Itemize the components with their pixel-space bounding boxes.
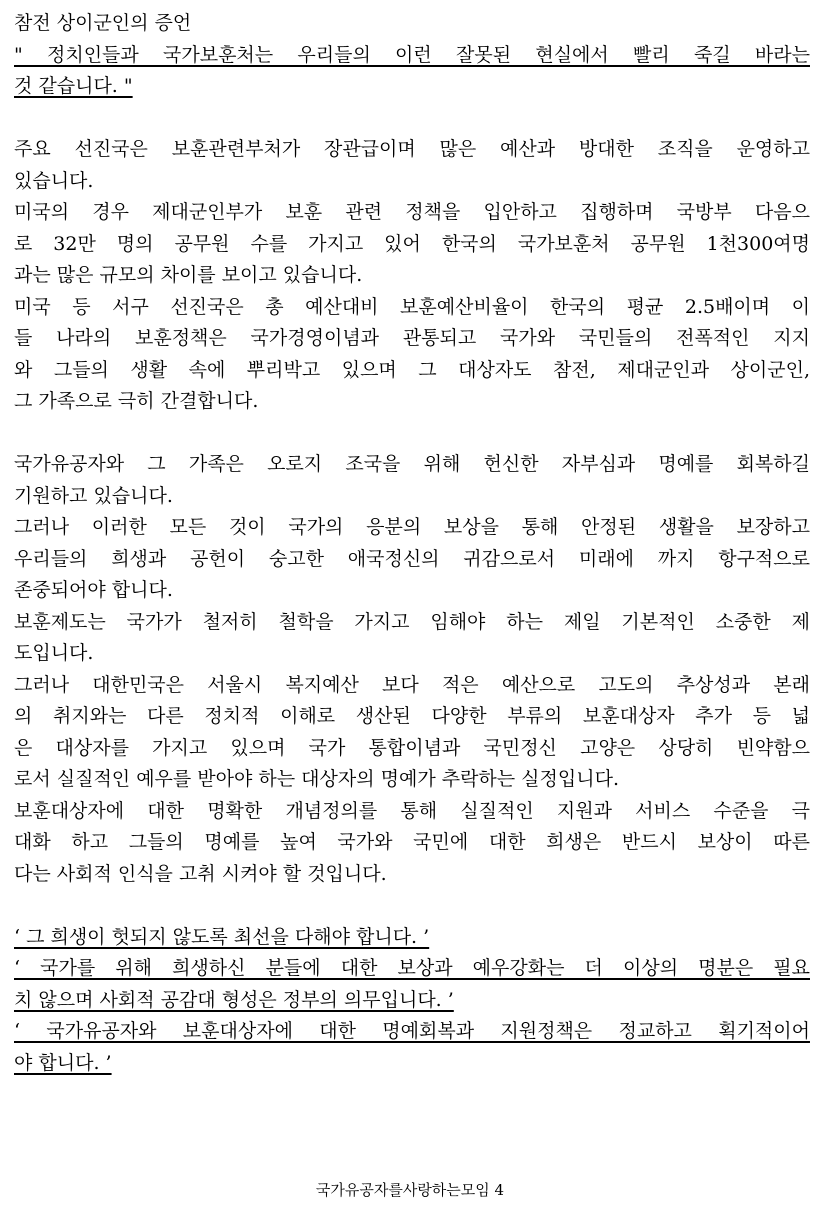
paragraph-line: 있습니다. <box>14 169 94 192</box>
paragraph-line: 대화 하고 그들의 명예를 높여 국가와 국민에 대한 희생은 반드시 보상이 따른 <box>14 831 810 853</box>
paragraph-line: 주요 선진국은 보훈관련부처가 장관급이며 많은 예산과 방대한 조직을 운영하고 <box>14 138 810 160</box>
paragraph-line: 존중되어야 합니다. <box>14 579 173 601</box>
paragraph-line: 그러나 이러한 모든 것이 국가의 응분의 보상을 통해 안정된 생활을 보장하고 <box>14 516 810 538</box>
spacer <box>14 890 810 922</box>
closing-quote-line: 치 않으며 사회적 공감대 형성은 정부의 의무입니다. ’ <box>14 988 454 1011</box>
closing-quotes <box>14 922 810 1080</box>
paragraph-line: 다는 사회적 인식을 고취 시켜야 할 것입니다. <box>14 862 387 885</box>
paragraph-line: 과는 많은 규모의 차이를 보이고 있습니다. <box>14 264 363 286</box>
opening-quote <box>14 40 810 103</box>
paragraph-line: 의 취지와는 다른 정치적 이해로 생산된 다양한 부류의 보훈대상자 추가 등 넓 <box>14 705 810 727</box>
quote-line: 것 같습니다. " <box>14 75 133 97</box>
paragraph-line: 와 그들의 생활 속에 뿌리박고 있으며 그 대상자도 참전, 제대군인과 상이군인, <box>14 358 810 381</box>
paragraph-line: 들 나라의 보훈정책은 국가경영이념과 관통되고 국가와 국민들의 전폭적인 지지 <box>14 327 810 349</box>
section-developed-countries <box>14 134 810 418</box>
paragraph-line: 그 가족으로 극히 간결합니다. <box>14 390 259 412</box>
quote-line: " 정치인들과 국가보훈처는 우리들의 이런 잘못된 현실에서 빨리 죽길 바라는 <box>14 43 810 66</box>
spacer <box>14 103 810 135</box>
document-title: 참전 상이군인의 증언 <box>14 12 192 34</box>
paragraph-line: 기원하고 있습니다. <box>14 484 173 507</box>
closing-quote-line: ‘ 국가유공자와 보훈대상자에 대한 명예회복과 지원정책은 정교하고 획기적이어 <box>14 1020 810 1042</box>
paragraph-line: 도입니다. <box>14 642 94 664</box>
paragraph-line: 우리들의 희생과 공헌이 숭고한 애국정신의 귀감으로서 미래에 까지 항구적으로 <box>14 547 810 570</box>
closing-quote-line: ‘ 그 희생이 헛되지 않도록 최선을 다해야 합니다. ’ <box>14 925 430 948</box>
paragraph-line: 미국 등 서구 선진국은 총 예산대비 보훈예산비율이 한국의 평균 2.5배이며 이 <box>14 295 810 318</box>
paragraph-line: 보훈대상자에 대한 명확한 개념정의를 통해 실질적인 지원과 서비스 수준을 극 <box>14 799 810 822</box>
paragraph-line: 국가유공자와 그 가족은 오로지 조국을 위해 헌신한 자부심과 명예를 회복하길 <box>14 453 810 475</box>
closing-quote-line: 야 합니다. ’ <box>14 1051 112 1074</box>
paragraph-line: 미국의 경우 제대군인부가 보훈 관련 정책을 입안하고 집행하며 국방부 다음으 <box>14 201 810 223</box>
spacer <box>14 418 810 450</box>
document-page <box>14 8 810 1079</box>
paragraph-line: 로 32만 명의 공무원 수를 가지고 있어 한국의 국가보훈처 공무원 1천300여명 <box>14 232 810 255</box>
paragraph-line: 그러나 대한민국은 서울시 복지예산 보다 적은 예산으로 고도의 추상성과 본래 <box>14 673 810 696</box>
closing-quote-line: ‘ 국가를 위해 희생하신 분들에 대한 보상과 예우강화는 더 이상의 명분은 필요 <box>14 957 810 979</box>
paragraph-line: 보훈제도는 국가가 철저히 철학을 가지고 임해야 하는 제일 기본적인 소중한 제 <box>14 610 810 633</box>
paragraph-line: 로서 실질적인 예우를 받아야 하는 대상자의 명예가 추락하는 실정입니다. <box>14 768 619 790</box>
page-footer: 국가유공자를사랑하는모임 4 <box>315 1181 505 1199</box>
paragraph-line: 은 대상자를 가지고 있으며 국가 통합이념과 국민정신 고양은 상당히 빈약함으 <box>14 736 810 759</box>
section-veterans-honor <box>14 449 810 890</box>
